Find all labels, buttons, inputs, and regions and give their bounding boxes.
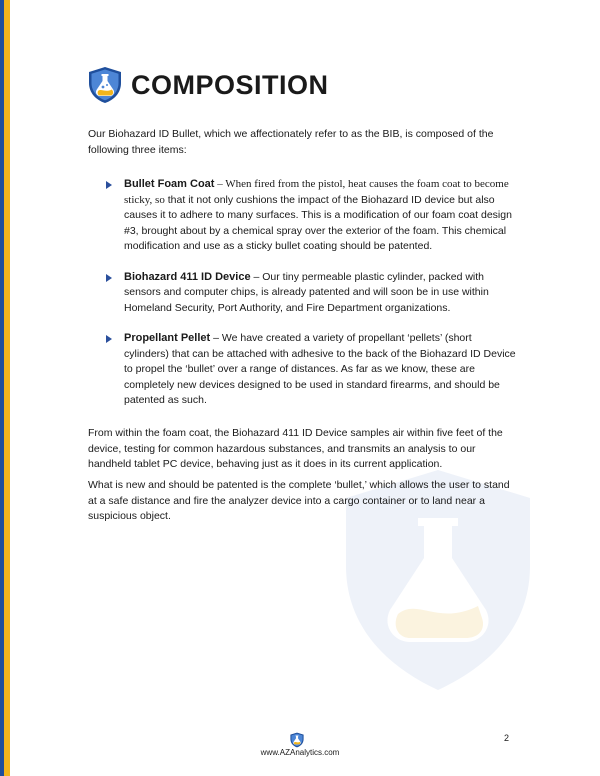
bullet-heading: Bullet Foam Coat xyxy=(124,178,215,190)
footer-logo-icon xyxy=(290,732,304,748)
page-number: 2 xyxy=(504,733,510,743)
body-paragraph: From within the foam coat, the Biohazard 411 ID Device samples air within five feet of the device, testing for common hazardous substances, and transmits an analysis to our handheld tablet PC device, behaving just as it does in its current application. xyxy=(88,427,503,470)
list-item xyxy=(106,177,518,255)
list-item xyxy=(106,270,518,317)
triangle-right-icon xyxy=(106,181,112,189)
page-header xyxy=(88,64,329,106)
bullet-text: – We have created a variety of propellant ‘pellets’ (short cylinders) that can be attached with adhesive to the back of the Biohazard ID Device to propel the ‘bullet’ over a range of distances. As far as we know, these are completely new devices designed to be used in standard firearms, and should be patented as such. xyxy=(124,332,516,406)
bullet-text: – Our tiny permeable plastic cylinder, packed with sensors and computer chips, is already patented and will soon be in use within Homeland Security, Port Authority, and Fire Department organizations. xyxy=(124,270,489,314)
triangle-right-icon xyxy=(106,274,112,282)
list-item xyxy=(106,331,518,409)
intro-paragraph: Our Biohazard ID Bullet, which we affectionately refer to as the BIB, is composed of the following three items: xyxy=(88,128,494,156)
bullet-list xyxy=(106,177,518,424)
triangle-right-icon xyxy=(106,335,112,343)
bullet-heading: Biohazard 411 ID Device xyxy=(124,270,251,283)
footer-url[interactable]: www.AZAnalytics.com xyxy=(260,748,340,757)
shield-flask-icon xyxy=(88,66,122,104)
bullet-heading: Propellant Pellet xyxy=(124,332,211,344)
body-paragraph: What is new and should be patented is the complete ‘bullet,’ which allows the user to stand at a safe distance and fire the analyzer device into a cargo container or to land near a suspicious object. xyxy=(88,479,510,522)
left-stripe-gold xyxy=(4,0,10,776)
page-title: COMPOSITION xyxy=(131,69,329,100)
bullet-text: that it not only cushions the impact of the Biohazard ID device but also causes it to adhere to many surfaces. This is a modification of our foam coat design #3, brought about by a chemical spray over the exterior of the foam. This chemical modification and use as a sticky bullet coating should be patented. xyxy=(124,193,512,252)
bullet-serif-text: – When fired from the pistol, heat causes the foam coat to become sticky, so xyxy=(124,178,509,206)
